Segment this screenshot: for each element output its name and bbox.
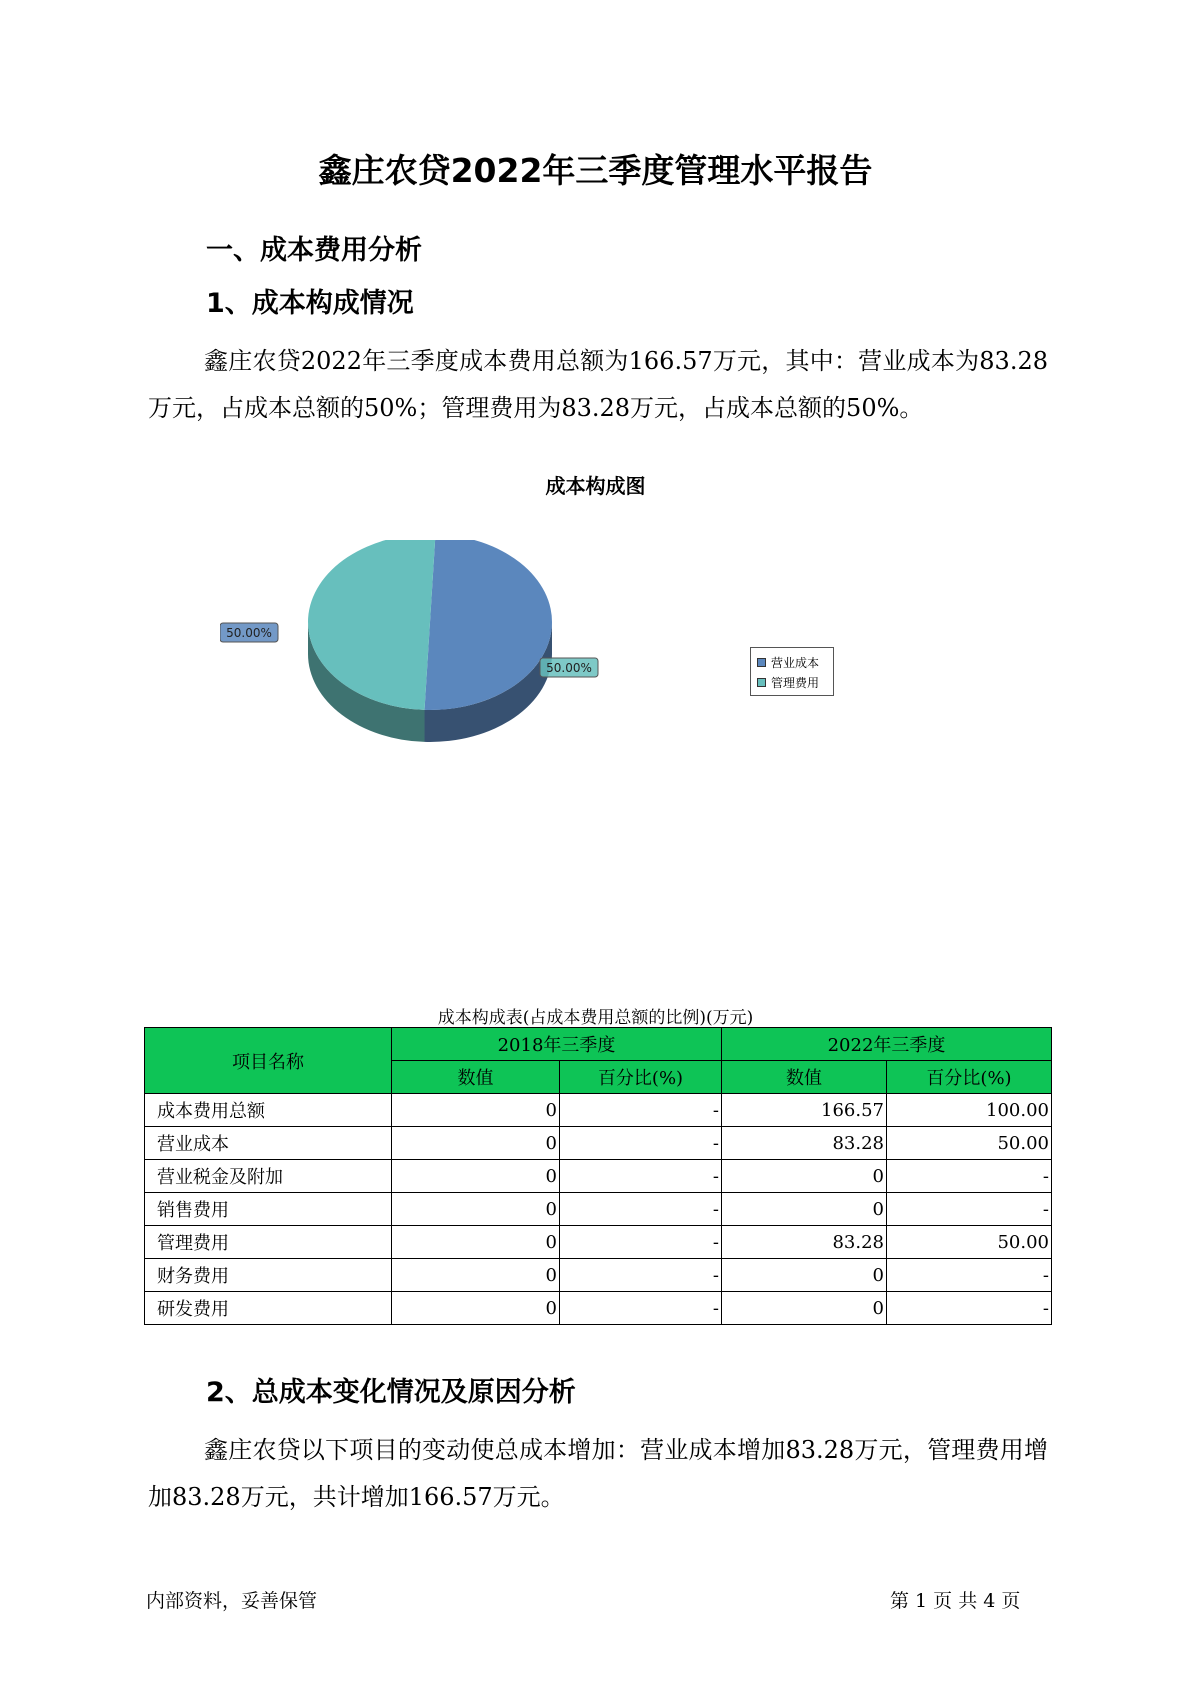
row-value-2018: 0	[392, 1226, 560, 1259]
legend-swatch-1	[757, 678, 766, 687]
table-row	[145, 1193, 1052, 1226]
row-percent-2022: 100.00	[887, 1094, 1052, 1127]
cost-summary-paragraph: 鑫庄农贷2022年三季度成本费用总额为166.57万元，其中：营业成本为83.28万元，占成本总额的50%；管理费用为83.28万元，占成本总额的50%。	[148, 347, 1048, 422]
legend-label: 营业成本	[771, 655, 820, 670]
cost-table	[144, 1027, 1052, 1325]
row-value-2022: 0	[722, 1259, 887, 1292]
row-percent-2018: -	[560, 1292, 722, 1325]
row-value-2018: 0	[392, 1127, 560, 1160]
table-row	[145, 1094, 1052, 1127]
row-name: 销售费用	[145, 1193, 392, 1226]
row-percent-2018: -	[560, 1226, 722, 1259]
header-period-2: 2022年三季度	[722, 1028, 1052, 1061]
row-value-2022: 166.57	[722, 1094, 887, 1127]
legend-label: 管理费用	[771, 675, 820, 690]
row-percent-2022: -	[887, 1292, 1052, 1325]
row-value-2022: 83.28	[722, 1226, 887, 1259]
svg-text:50.00%: 50.00%	[226, 626, 272, 640]
footer-confidential: 内部资料，妥善保管	[146, 1590, 318, 1612]
legend-swatch-0	[757, 658, 766, 667]
subsection-heading: 1、成本构成情况	[206, 288, 414, 319]
table-row	[145, 1160, 1052, 1193]
header-value: 数值	[722, 1061, 887, 1094]
row-value-2022: 0	[722, 1193, 887, 1226]
row-percent-2018: -	[560, 1127, 722, 1160]
section-heading: 一、成本费用分析	[206, 235, 422, 266]
header-item-name: 项目名称	[145, 1028, 392, 1094]
row-name: 成本费用总额	[145, 1094, 392, 1127]
row-value-2022: 0	[722, 1160, 887, 1193]
table-header-row	[145, 1028, 1052, 1061]
row-name: 财务费用	[145, 1259, 392, 1292]
table-row	[145, 1127, 1052, 1160]
header-percent: 百分比(%)	[560, 1061, 722, 1094]
row-percent-2022: 50.00	[887, 1127, 1052, 1160]
row-value-2018: 0	[392, 1094, 560, 1127]
row-value-2018: 0	[392, 1160, 560, 1193]
row-value-2018: 0	[392, 1259, 560, 1292]
table-row	[145, 1259, 1052, 1292]
row-percent-2018: -	[560, 1160, 722, 1193]
row-percent-2018: -	[560, 1259, 722, 1292]
row-percent-2018: -	[560, 1193, 722, 1226]
pie-chart	[220, 540, 640, 770]
row-percent-2022: -	[887, 1160, 1052, 1193]
table-row	[145, 1226, 1052, 1259]
table-caption: 成本构成表(占成本费用总额的比例)(万元)	[437, 1008, 754, 1028]
header-percent: 百分比(%)	[887, 1061, 1052, 1094]
table-row	[145, 1292, 1052, 1325]
header-value: 数值	[392, 1061, 560, 1094]
row-value-2022: 83.28	[722, 1127, 887, 1160]
row-percent-2022: -	[887, 1259, 1052, 1292]
legend-item	[757, 652, 827, 672]
chart-legend	[750, 647, 834, 696]
svg-text:50.00%: 50.00%	[546, 661, 592, 675]
row-name: 研发费用	[145, 1292, 392, 1325]
row-name: 营业成本	[145, 1127, 392, 1160]
pie-data-label-0	[220, 623, 278, 642]
row-name: 管理费用	[145, 1226, 392, 1259]
legend-item	[757, 672, 827, 692]
row-percent-2022: -	[887, 1193, 1052, 1226]
subsection-heading: 2、总成本变化情况及原因分析	[206, 1377, 576, 1408]
row-percent-2018: -	[560, 1094, 722, 1127]
chart-title: 成本构成图	[545, 474, 646, 498]
footer-page-number: 第 1 页 共 4 页	[890, 1590, 1021, 1612]
row-value-2018: 0	[392, 1292, 560, 1325]
row-percent-2022: 50.00	[887, 1226, 1052, 1259]
cost-change-paragraph: 鑫庄农贷以下项目的变动使总成本增加：营业成本增加83.28万元，管理费用增加83.28万元，共计增加166.57万元。	[148, 1436, 1048, 1511]
header-period-1: 2018年三季度	[392, 1028, 722, 1061]
row-value-2018: 0	[392, 1193, 560, 1226]
row-name: 营业税金及附加	[145, 1160, 392, 1193]
row-value-2022: 0	[722, 1292, 887, 1325]
pie-data-label-1	[540, 658, 598, 677]
report-title: 鑫庄农贷2022年三季度管理水平报告	[318, 151, 873, 190]
